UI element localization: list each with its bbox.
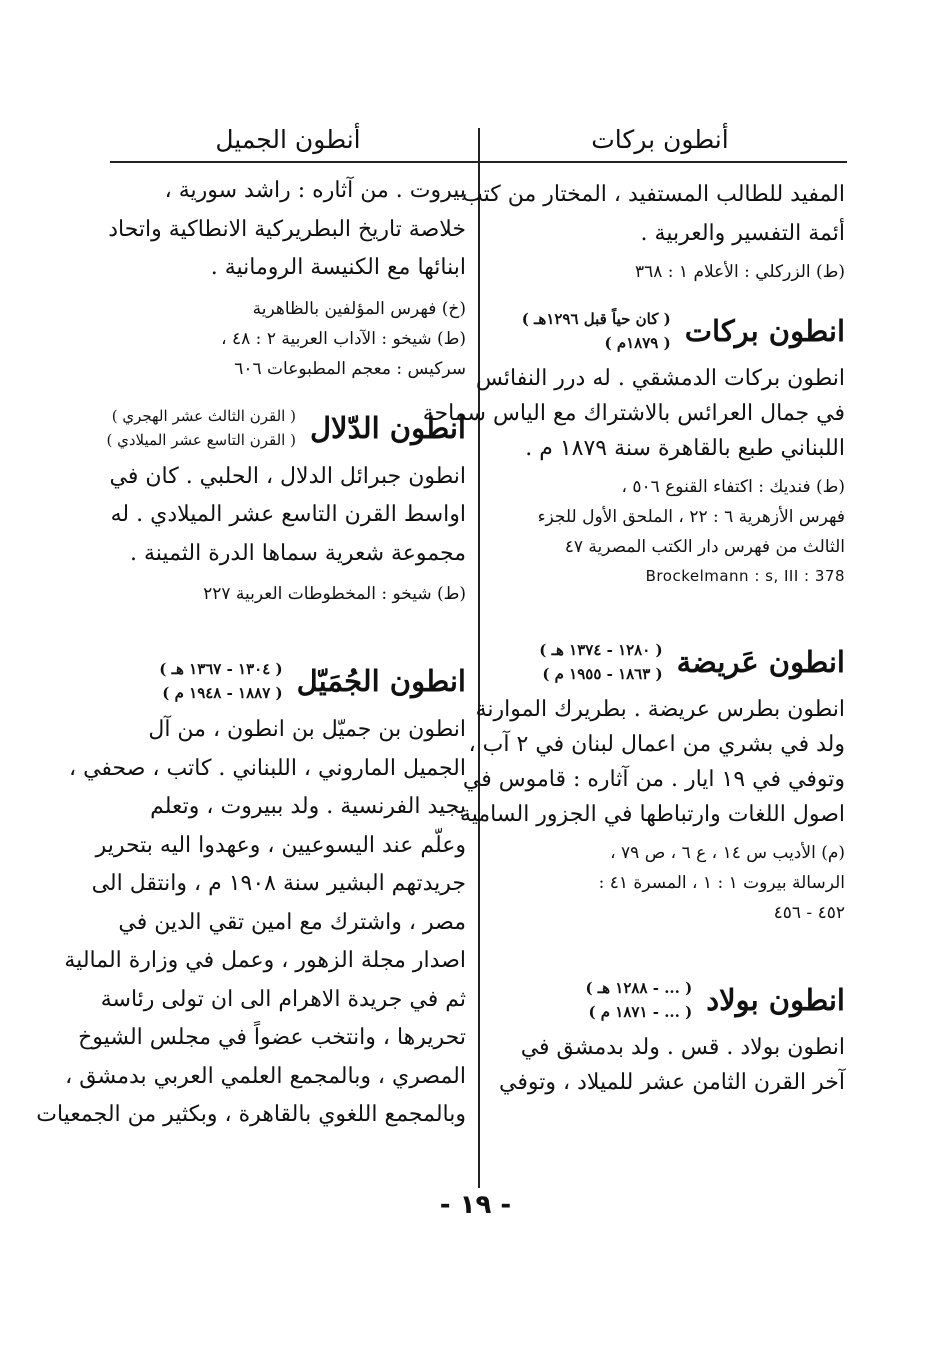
- text-line: الجميل الماروني ، اللبناني . كاتب ، صحفي ،: [68, 755, 466, 781]
- page-number: - ١٩ -: [439, 1190, 512, 1220]
- text-line: اللبناني طبع بالقاهرة سنة ١٨٧٩ م .: [525, 436, 845, 461]
- entry-name: انطون الدّلال: [309, 410, 466, 445]
- reference-line: الرسالة بيروت ١ : ١ ، المسرة ٤١ :: [598, 873, 845, 893]
- text-line: يجيد الفرنسية . ولد ببيروت ، وتعلم: [150, 794, 466, 819]
- entry-date-gregorian: ( ١٨٨٧ - ١٩٤٨ م ): [162, 684, 283, 702]
- text-line: المصري ، وبالمجمع العلمي العربي بدمشق ،: [65, 1063, 466, 1089]
- text-line: انطون بطرس عريضة . بطريرك الموارنة: [475, 697, 845, 722]
- right-column-title: أنطون بركات: [591, 125, 729, 154]
- entry-dates: [522, 307, 671, 355]
- text-line: وبالمجمع اللغوي بالقاهرة ، وبكثير من الجمعيات: [36, 1102, 466, 1127]
- entry-date-hijri: ( القرن الثالث عشر الهجري ): [111, 406, 296, 425]
- entry-name: انطون بولاد: [706, 983, 845, 1017]
- reference-line: ٤٥٢ - ٤٥٦: [773, 903, 845, 923]
- entry-heading-dallal: [108, 404, 466, 452]
- text-line: ثم في جريدة الاهرام الى ان تولى رئاسة: [100, 986, 466, 1012]
- reference-line: الثالث من فهرس دار الكتب المصرية ٤٧: [564, 537, 845, 557]
- text-line: ابنائها مع الكنيسة الرومانية .: [210, 255, 466, 280]
- entry-heading-barakat: [492, 307, 845, 355]
- reference-line: سركيس : معجم المطبوعات ٦٠٦: [234, 358, 466, 379]
- entry-heading-jumayyil: [108, 657, 466, 705]
- entry-dates: [107, 404, 296, 452]
- text-line: المفيد للطالب المستفيد ، المختار من كتب: [461, 182, 845, 207]
- text-line: جريدتهم البشير سنة ١٩٠٨ م ، وانتقل الى: [91, 871, 466, 896]
- entry-name: انطون الجُمَيّل: [296, 664, 466, 698]
- right-column: [422, 176, 845, 1100]
- reference-line: (م) الأديب س ١٤ ، ع ٦ ، ص ٧٩ ،: [610, 843, 845, 863]
- text-line: ولد في بشري من اعمال لبنان في ٢ آب ،: [468, 732, 845, 757]
- reference-line: (ط) شيخو : المخطوطات العربية ٢٢٧: [203, 584, 466, 604]
- latin-reference: Brockelmann : s, III : 378: [645, 567, 845, 585]
- left-column: [36, 172, 466, 1135]
- text-line: وتوفي في ١٩ ايار . من آثاره : قاموس في: [462, 767, 845, 792]
- entry-dates: [539, 638, 662, 686]
- entry-name: انطون بركات: [684, 314, 845, 348]
- text-line: انطون بركات الدمشقي . له درر النفائس: [475, 366, 845, 391]
- entry-date-hijri: ( ... - ١٢٨٨ هـ ): [585, 979, 693, 997]
- text-line: انطون جبرائل الدلال ، الحلبي . كان في: [109, 463, 466, 489]
- text-line: وعلّم عند اليسوعيين ، وعهدوا اليه بتحرير: [95, 832, 466, 858]
- text-line: انطون بن جميّل بن انطون ، من آل: [148, 717, 466, 742]
- entry-name: انطون عَريضة: [676, 645, 845, 679]
- entry-heading-arida: [492, 638, 845, 686]
- entry-date-gregorian: ( ١٨٧٩م ): [604, 334, 671, 352]
- entry-heading-bulad: [492, 976, 845, 1024]
- text-line: اواسط القرن التاسع عشر الميلادي . له: [110, 502, 466, 527]
- entry-dates: [585, 976, 692, 1024]
- entry-dates: [159, 657, 282, 705]
- text-line: اصدار مجلة الزهور ، وعمل في وزارة المالية: [64, 948, 466, 973]
- entry-date-gregorian: ( القرن التاسع عشر الميلادي ): [106, 430, 296, 449]
- text-line: آخر القرن الثامن عشر للميلاد ، وتوفي: [499, 1070, 845, 1095]
- entry-date-hijri: ( ١٣٠٤ - ١٣٦٧ هـ ): [159, 660, 283, 678]
- reference-line: (ط) شيخو : الآداب العربية ٢ : ٤٨ ،: [221, 328, 466, 349]
- reference-line: (خ) فهرس المؤلفين بالظاهرية: [252, 298, 466, 319]
- column-divider: [478, 128, 480, 1188]
- entry-date-gregorian: ( ١٨٦٣ - ١٩٥٥ م ): [542, 665, 663, 683]
- text-line: بيروت . من آثاره : راشد سورية ،: [164, 178, 466, 203]
- entry-date-hijri: ( كان حياً قبل ١٢٩٦هـ ): [521, 310, 671, 328]
- reference-line: (ط) فنديك : اكتفاء القنوع ٥٠٦ ،: [621, 477, 845, 497]
- entry-date-gregorian: ( ... - ١٨٧١ م ): [588, 1003, 693, 1021]
- text-line: مصر ، واشترك مع امين تقي الدين في: [118, 909, 466, 935]
- text-line: تحريرها ، وانتخب عضواً في مجلس الشيوخ: [78, 1025, 466, 1050]
- reference-line: (ط) الزركلي : الأعلام ١ : ٣٦٨: [634, 262, 845, 282]
- text-line: في جمال العرائس بالاشتراك مع الياس سماحة: [422, 401, 845, 426]
- text-line: انطون بولاد . قس . ولد بدمشق في: [520, 1035, 845, 1060]
- text-line: خلاصة تاريخ البطريركية الانطاكية واتحاد: [108, 216, 466, 242]
- reference-line: فهرس الأزهرية ٦ : ٢٢ ، الملحق الأول للجزء: [537, 507, 845, 527]
- text-line: مجموعة شعرية سماها الدرة الثمينة .: [130, 540, 466, 566]
- left-column-title: أنطون الجميل: [215, 125, 361, 154]
- text-line: أئمة التفسير والعربية .: [640, 220, 845, 246]
- text-line: اصول اللغات وارتباطها في الجزور السامية: [459, 802, 845, 827]
- entry-date-hijri: ( ١٢٨٠ - ١٣٧٤ هـ ): [539, 641, 663, 659]
